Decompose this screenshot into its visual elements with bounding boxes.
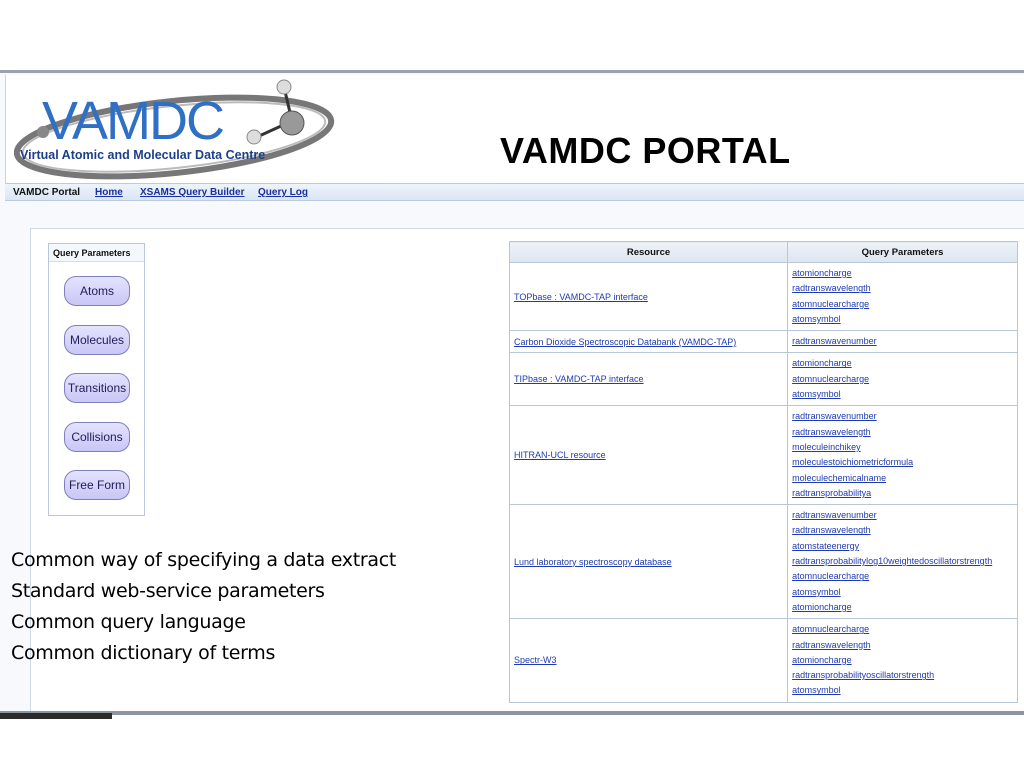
query-parameter-link[interactable]: radtranswavelength [792,283,871,294]
resource-link[interactable]: Lund laboratory spectroscopy database [514,556,672,567]
table-header-row [510,242,1018,263]
resource-cell [510,331,788,353]
table-row [510,263,1018,331]
nav-link-xsams-query-builder[interactable]: XSAMS Query Builder [140,187,245,198]
query-parameter-link[interactable]: radtranswavelength [792,639,871,650]
query-parameter-link[interactable]: radtransprobabilitylog10weightedoscillatorstrength [792,556,993,567]
table-body [510,263,1018,703]
resource-link[interactable]: Spectr-W3 [514,655,557,666]
resource-link[interactable]: Carbon Dioxide Spectroscopic Databank (VAMDC-TAP) [514,336,737,347]
query-parameter-link[interactable]: radtransprobabilitya [792,487,872,498]
query-parameter-link[interactable]: atomsymbol [792,389,841,400]
resource-cell [510,619,788,702]
query-parameter-link[interactable]: atomioncharge [792,268,852,278]
bullet-list [11,545,491,669]
nav-link-query-log[interactable]: Query Log [258,187,309,198]
query-parameter-link[interactable]: radtranswavelength [792,525,871,536]
query-parameter-link[interactable]: radtranswavelength [792,426,871,437]
bullet-item: Common dictionary of terms [11,642,276,664]
query-parameter-link[interactable]: atomnuclearcharge [792,298,870,309]
resource-cell [510,406,788,505]
query-parameter-link[interactable]: moleculestoichiometricformula [792,457,914,468]
free-form-button[interactable]: Free Form [64,470,130,500]
query-parameters-cell [788,331,1018,353]
logo-wordmark: VAMDC [42,91,224,151]
query-parameter-link[interactable]: atomsymbol [792,313,841,324]
nav-current-portal: VAMDC Portal [13,187,81,198]
resource-table [509,241,1018,703]
query-parameter-link[interactable]: moleculeinchikey [792,441,861,452]
table-row [510,353,1018,406]
clipped-strip [0,713,1024,719]
bullet-item: Standard web-service parameters [11,580,325,602]
clipped-strip-dark [0,713,112,719]
query-parameter-link[interactable]: atomsymbol [792,586,841,597]
query-parameter-link[interactable]: radtranswavenumber [792,411,877,422]
query-parameters-title: Query Parameters [49,244,144,262]
query-parameter-link[interactable]: atomsymbol [792,685,841,696]
molecules-button[interactable]: Molecules [64,325,130,355]
table-row [510,406,1018,505]
transitions-button[interactable]: Transitions [64,373,130,403]
query-parameter-link[interactable]: atomioncharge [792,654,852,665]
column-header-resource: Resource [510,242,788,263]
query-parameter-link[interactable]: radtranswavenumber [792,510,877,521]
collisions-button[interactable]: Collisions [64,422,130,452]
column-header-query-parameters: Query Parameters [788,242,1018,263]
resource-link[interactable]: TOPbase : VAMDC-TAP interface [514,291,648,302]
resource-link[interactable]: TIPbase : VAMDC-TAP interface [514,374,644,385]
query-parameters-cell [788,263,1018,331]
table-row [510,505,1018,619]
table-row [510,619,1018,702]
query-parameter-link[interactable]: atomioncharge [792,601,852,612]
resource-cell [510,353,788,406]
query-parameter-link[interactable]: radtransprobabilityoscillatorstrength [792,670,935,681]
query-parameter-link[interactable]: moleculechemicalname [792,472,887,483]
resource-link[interactable]: HITRAN-UCL resource [514,450,606,461]
query-parameter-link[interactable]: atomioncharge [792,358,852,369]
query-parameters-cell [788,505,1018,619]
query-parameter-link[interactable]: atomnuclearcharge [792,571,870,582]
table-row [510,331,1018,353]
query-parameter-link[interactable]: atomnuclearcharge [792,624,870,635]
query-parameters-cell [788,353,1018,406]
nav-link-home[interactable]: Home [95,187,123,198]
bullet-item: Common way of specifying a data extract [11,549,397,571]
atoms-button[interactable]: Atoms [64,276,130,306]
page-title: VAMDC PORTAL [500,130,791,171]
query-parameters-cell [788,619,1018,702]
query-parameter-link[interactable]: atomnuclearcharge [792,373,870,384]
query-parameter-link[interactable]: atomstateenergy [792,540,860,551]
logo-subtitle: Virtual Atomic and Molecular Data Centre [20,148,266,162]
query-parameters-cell [788,406,1018,505]
resource-cell [510,505,788,619]
query-parameter-link[interactable]: radtranswavenumber [792,336,877,347]
resource-cell [510,263,788,331]
bullet-item: Common query language [11,611,246,633]
